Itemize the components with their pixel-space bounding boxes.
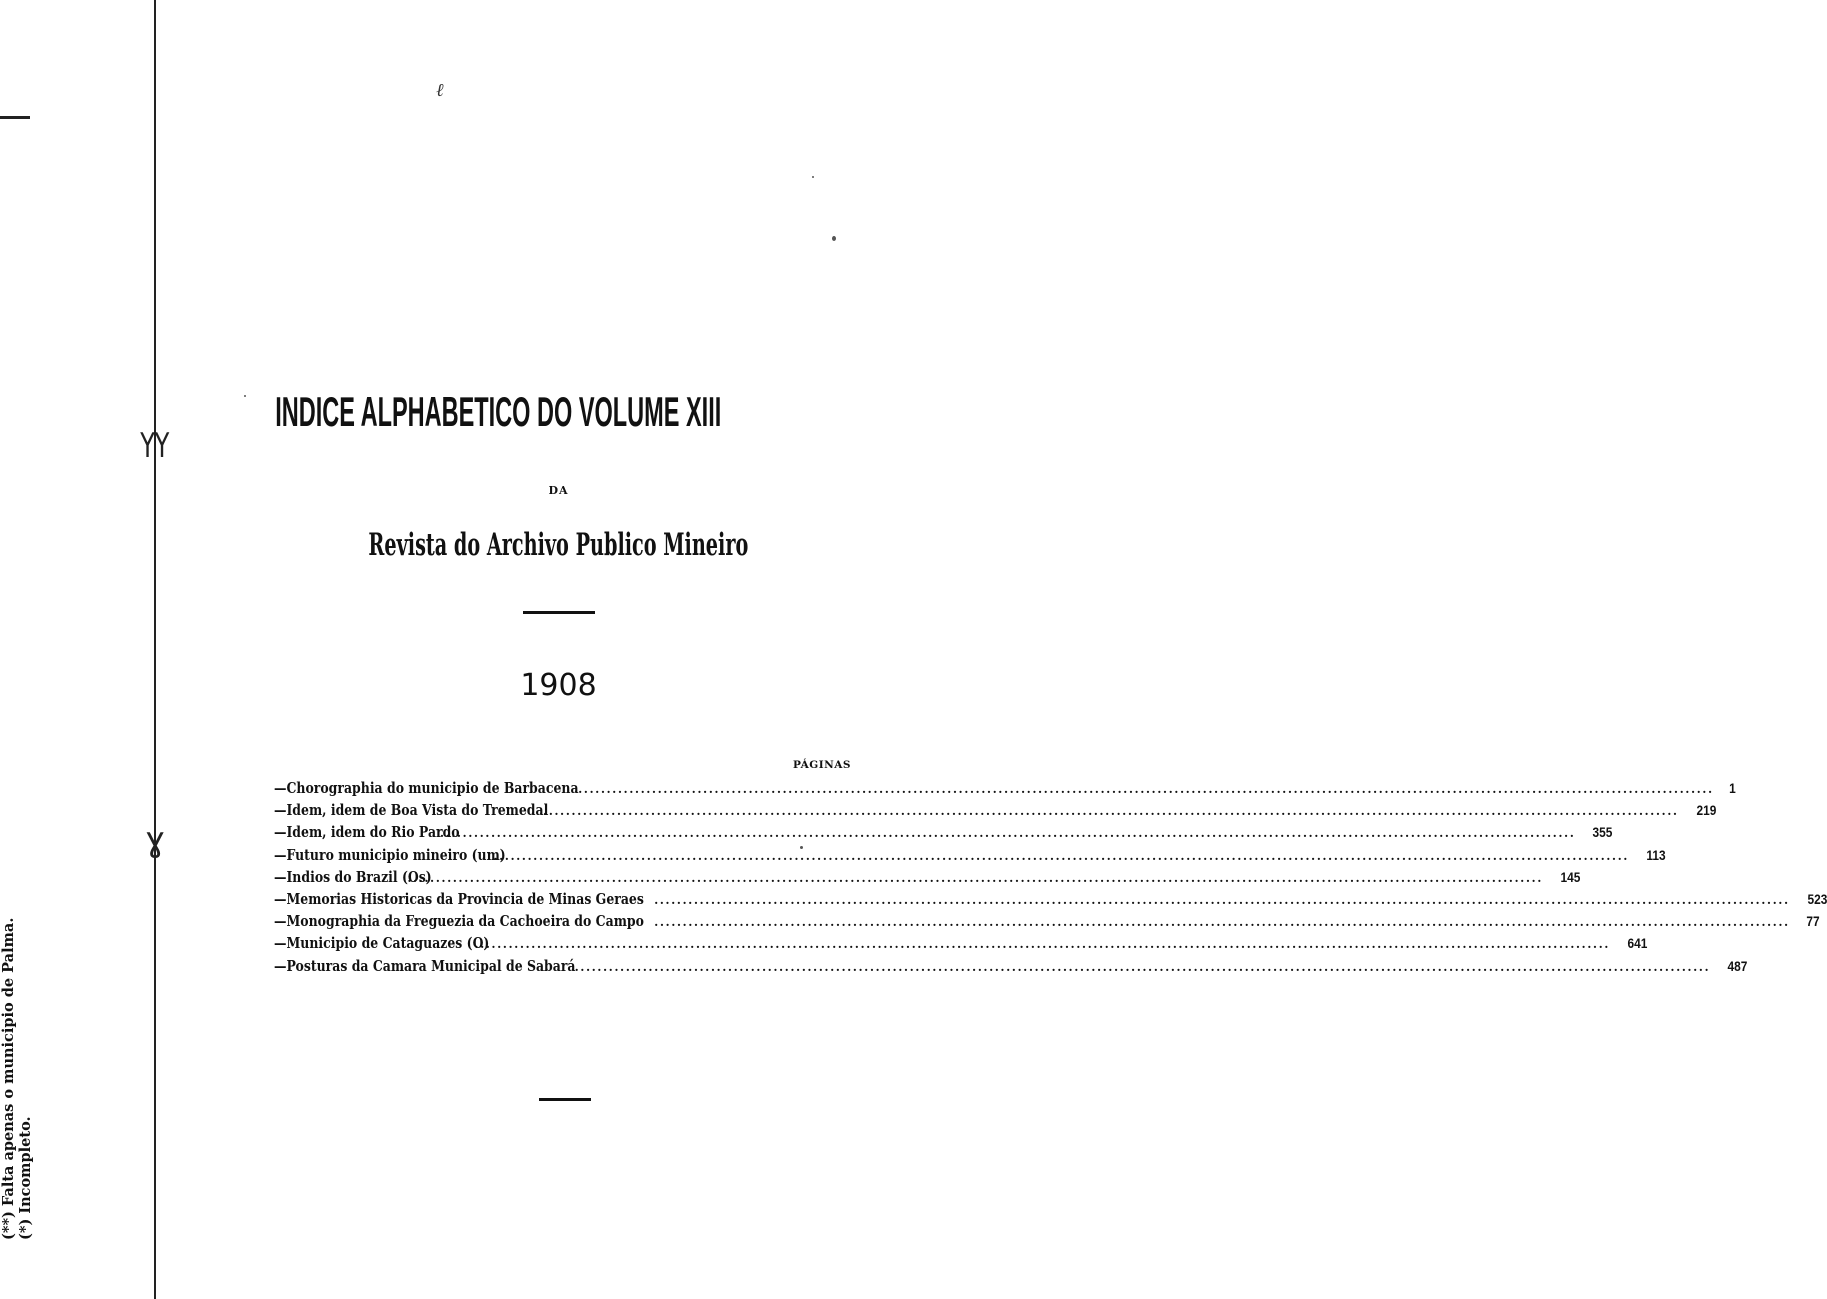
index-entry <box>274 913 1820 935</box>
index-entry-title: —Futuro municipio mineiro (um) <box>274 846 506 864</box>
publication-name-text: Revista do Archivo Publico Mineiro <box>368 527 749 563</box>
index-entry-title: —Indios do Brazil (Os) <box>274 868 432 886</box>
index-entry-page: 355 <box>1592 824 1613 841</box>
index-entry-page: 77 <box>1806 913 1820 930</box>
index-entry <box>274 935 1648 957</box>
binding-line <box>154 0 156 1299</box>
index-entry-title: —Monographia da Freguezia da Cachoeira do Campo <box>274 913 644 931</box>
year: 1908 <box>520 668 597 703</box>
footnotes <box>0 918 34 1240</box>
index-entry <box>274 802 1716 824</box>
margin-mark: YY <box>140 426 170 466</box>
title-connector: DA <box>548 484 569 497</box>
page-title <box>0 388 939 436</box>
index-entry-page: 219 <box>1696 802 1716 819</box>
index-entry-page: 1 <box>1728 780 1736 796</box>
index-entry-title: —Idem, idem do Rio Pardo <box>274 824 460 842</box>
index-entry <box>274 780 1736 802</box>
leader-dots: ........................................................................................................................................................................................................ <box>407 870 1543 885</box>
index-entry-title: —Idem, idem de Boa Vista do Tremedal <box>274 802 549 820</box>
divider <box>539 1098 591 1101</box>
speck <box>244 395 246 397</box>
leader-dots: ........................................................................................................................................................................................................ <box>574 959 1711 974</box>
index-entry-title: —Posturas da Camara Municipal de Sabará <box>274 957 576 975</box>
index-entry-page: 641 <box>1627 935 1648 952</box>
divider <box>523 611 595 614</box>
index-entry-title: —Memorias Historicas da Provincia de Minas Geraes <box>274 890 644 908</box>
page-title-text: INDICE ALPHABETICO DO VOLUME XIII <box>275 388 722 435</box>
index-entry-title: —Chorographia do municipio de Barbacena <box>274 780 579 797</box>
speck <box>832 236 836 241</box>
publication-name <box>0 527 939 563</box>
pages-column-header: PÁGINAS <box>793 759 851 771</box>
speck <box>812 176 814 178</box>
leader-dots: ........................................................................................................................................................................................................ <box>654 915 1790 930</box>
leader-dots: ........................................................................................................................................................................................................ <box>543 804 1679 819</box>
stray-mark: ℓ <box>436 80 444 101</box>
index-entry <box>274 824 1613 846</box>
leader-dots: ........................................................................................................................................................................................................ <box>493 848 1629 863</box>
footnote-1: (**) Falta apenas o municipio de Palma. <box>0 917 17 1240</box>
index-entry <box>274 846 1666 869</box>
index-entry-page: 113 <box>1646 846 1666 863</box>
leader-dots: ........................................................................................................................................................................................................ <box>578 782 1714 796</box>
index-entry-page: 523 <box>1807 890 1827 907</box>
margin-mark: ɣ <box>145 820 166 860</box>
speck <box>800 846 803 849</box>
leader-dots: ........................................................................................................................................................................................................ <box>474 937 1610 952</box>
index-entry-page: 145 <box>1560 868 1581 885</box>
index-list <box>274 780 1827 980</box>
index-entry-page: 487 <box>1727 957 1748 974</box>
index-entry <box>274 890 1827 913</box>
index-entry-title: —Municipio de Cataguazes (O) <box>274 935 490 953</box>
footnote-2: (*) Incompleto. <box>17 1116 34 1240</box>
margin-tick <box>0 116 30 119</box>
index-entry <box>274 957 1748 980</box>
leader-dots: ........................................................................................................................................................................................................ <box>439 826 1576 841</box>
index-entry <box>274 868 1581 891</box>
leader-dots: ........................................................................................................................................................................................................ <box>654 892 1790 907</box>
